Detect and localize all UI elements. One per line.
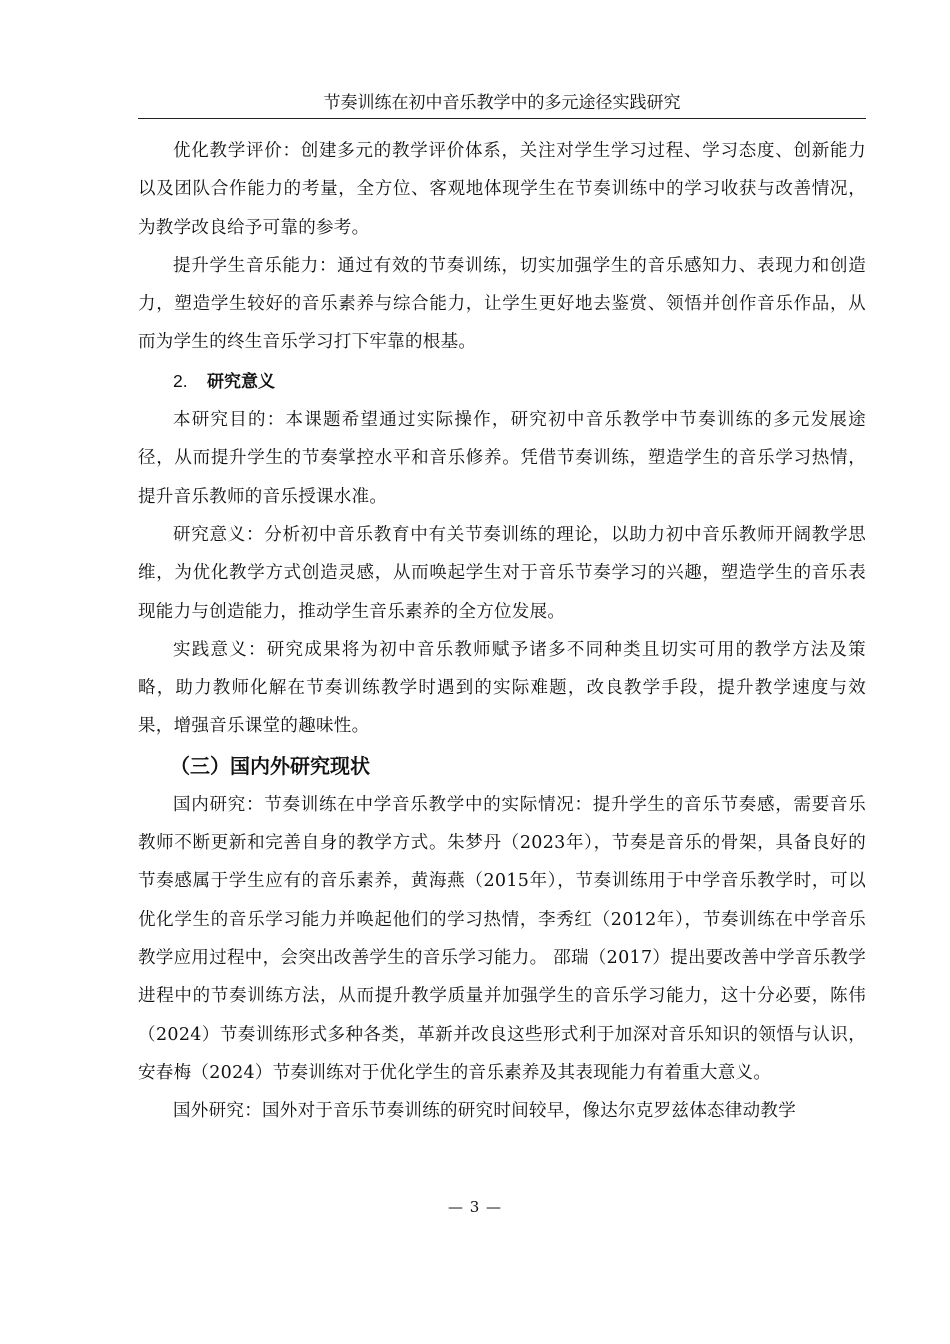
paragraph-domestic-research: 国内研究：节奏训练在中学音乐教学中的实际情况：提升学生的音乐节奏感，需要音乐教师不断更新和完善自身的教学方式。朱梦丹（2023年），节奏是音乐的骨架，具备良好的节奏感属于学生应有的音乐素养，黄海燕（2015年），节奏训练用于中学音乐教学时，可以优化学生的音乐学习能力并唤起他们的学习热情，李秀红（2012年），节奏训练在中学音乐教学应用过程中，会突出改善学生的音乐学习能力。 邵瑞（2017）提出要改善中学音乐教学进程中的节奏训练方法，从而提升教学质量并加强学生的音乐学习能力，这十分必要，陈伟（2024）节奏训练形式多种各类，革新并改良这些形式利于加深对音乐知识的领悟与认识，安春梅（2024）节奏训练对于优化学生的音乐素养及其表现能力有着重大意义。 — [138, 794, 866, 1083]
page-header-title: 节奏训练在初中音乐教学中的多元途径实践研究 — [138, 90, 866, 119]
document-body — [138, 132, 866, 1130]
section-heading-research-status: （三）国内外研究现状 — [170, 753, 370, 778]
subheading-text: 研究意义 — [207, 371, 275, 392]
paragraph-research-meaning: 研究意义：分析初中音乐教育中有关节奏训练的理论，以助力初中音乐教师开阔教学思维，为优化教学方式创造灵感，从而唤起学生对于音乐节奏学习的兴趣，塑造学生的音乐表现能力与创造能力，推动学生音乐素养的全方位发展。 — [138, 524, 866, 622]
page-number: — 3 — — [447, 1198, 503, 1216]
subheading-number: 2. — [173, 370, 188, 391]
paragraph-research-purpose: 本研究目的：本课题希望通过实际操作，研究初中音乐教学中节奏训练的多元发展途径，从而提升学生的节奏掌控水平和音乐修养。凭借节奏训练，塑造学生的音乐学习热情，提升音乐教师的音乐授课水准。 — [138, 410, 866, 507]
subheading-research-significance — [138, 362, 866, 401]
paragraph-music-ability: 提升学生音乐能力：通过有效的节奏训练，切实加强学生的音乐感知力、表现力和创造力，塑造学生较好的音乐素养与综合能力，让学生更好地去鉴赏、领悟并创作音乐作品，从而为学生的终生音乐学习打下牢靠的根基。 — [138, 255, 866, 353]
paragraph-teaching-evaluation: 优化教学评价：创建多元的教学评价体系，关注对学生学习过程、学习态度、创新能力以及团队合作能力的考量，全方位、客观地体现学生在节奏训练中的学习收获与改善情况，为教学改良给予可靠的参考。 — [138, 141, 866, 238]
paragraph-practical-meaning: 实践意义：研究成果将为初中音乐教师赋予诸多不同种类且切实可用的教学方法及策略，助力教师化解在节奏训练教学时遇到的实际难题，改良教学手段，提升教学速度与效果，增强音乐课堂的趣味性。 — [138, 639, 866, 737]
paragraph-foreign-research: 国外研究：国外对于音乐节奏训练的研究时间较早，像达尔克罗兹体态律动教学 — [173, 1101, 796, 1122]
